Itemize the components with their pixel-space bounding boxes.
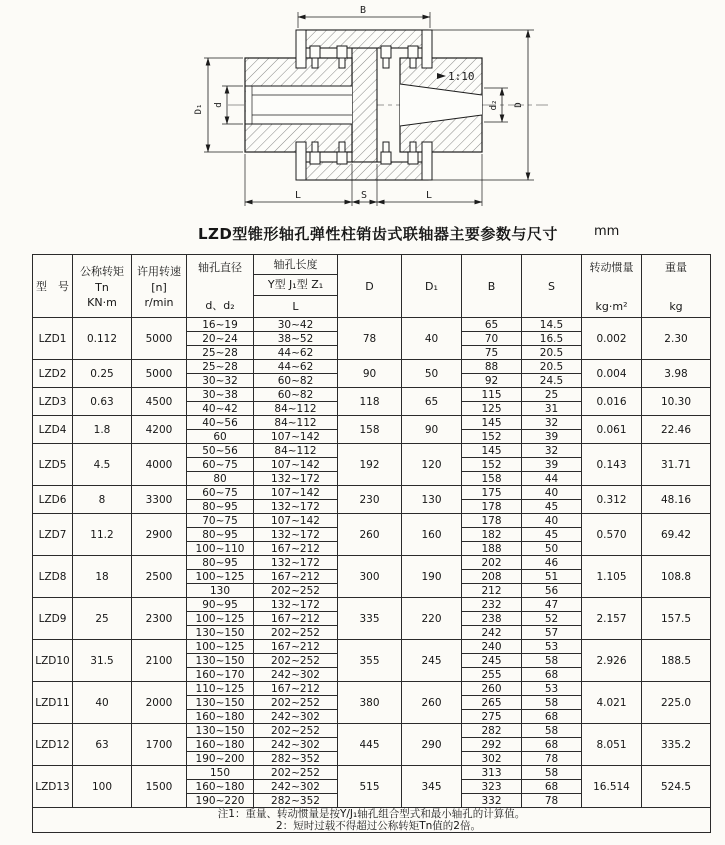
cell-torque: 4.5 — [73, 444, 132, 486]
cell-S: 32 — [522, 416, 582, 430]
cell-bore-length: 107~142 — [254, 430, 338, 444]
table-row — [33, 724, 711, 738]
cell-S: 25 — [522, 388, 582, 402]
cell-bore-length: 202~252 — [254, 654, 338, 668]
cell-B: 65 — [462, 318, 522, 332]
cell-bore-length: 107~142 — [254, 486, 338, 500]
cell-B: 332 — [462, 794, 522, 808]
cell-model: LZD1 — [33, 318, 73, 360]
cell-bore-diameter: 60 — [187, 430, 254, 444]
cell-B: 175 — [462, 486, 522, 500]
cell-D1: 65 — [402, 388, 462, 416]
cell-S: 31 — [522, 402, 582, 416]
cell-bore-diameter: 80~95 — [187, 556, 254, 570]
cell-speed: 1500 — [132, 766, 187, 808]
cell-D: 515 — [338, 766, 402, 808]
cell-B: 245 — [462, 654, 522, 668]
cell-weight: 188.5 — [642, 640, 711, 682]
cell-bore-length: 107~142 — [254, 458, 338, 472]
spec-table-body — [33, 318, 711, 833]
cell-S: 50 — [522, 542, 582, 556]
cell-bore-length: 84~112 — [254, 416, 338, 430]
cell-bore-length: 282~352 — [254, 794, 338, 808]
cell-bore-diameter: 160~180 — [187, 738, 254, 752]
cell-bore-length: 167~212 — [254, 682, 338, 696]
cell-S: 58 — [522, 696, 582, 710]
cell-bore-length: 132~172 — [254, 556, 338, 570]
col-header-model: 型 号 — [33, 255, 73, 318]
cell-B: 158 — [462, 472, 522, 486]
cell-bore-diameter: 110~125 — [187, 682, 254, 696]
cell-bore-length: 242~302 — [254, 668, 338, 682]
cell-D1: 50 — [402, 360, 462, 388]
cell-speed: 4500 — [132, 388, 187, 416]
page-title: LZD型锥形轴孔弹性柱销齿式联轴器主要参数与尺寸 — [198, 225, 558, 243]
col-header-weight: 重量 kg — [642, 255, 711, 318]
cell-bore-diameter: 25~28 — [187, 346, 254, 360]
cell-weight: 108.8 — [642, 556, 711, 598]
cell-bore-diameter: 80 — [187, 472, 254, 486]
cell-S: 46 — [522, 556, 582, 570]
cell-torque: 0.63 — [73, 388, 132, 416]
cell-bore-length: 107~142 — [254, 514, 338, 528]
cell-bore-length: 60~82 — [254, 388, 338, 402]
table-row — [33, 766, 711, 780]
cell-speed: 2000 — [132, 682, 187, 724]
cell-bore-diameter: 100~125 — [187, 612, 254, 626]
cell-bore-diameter: 100~125 — [187, 570, 254, 584]
col-header-bore-diameter: 轴孔直径 d、d₂ — [187, 255, 254, 318]
cell-bore-diameter: 190~200 — [187, 752, 254, 766]
cell-bore-length: 132~172 — [254, 598, 338, 612]
cell-D1: 120 — [402, 444, 462, 486]
cell-weight: 31.71 — [642, 444, 711, 486]
cell-D: 300 — [338, 556, 402, 598]
cell-bore-length: 84~112 — [254, 402, 338, 416]
cell-bore-length: 282~352 — [254, 752, 338, 766]
cell-S: 45 — [522, 528, 582, 542]
cell-B: 145 — [462, 416, 522, 430]
cell-torque: 18 — [73, 556, 132, 598]
table-row — [33, 360, 711, 374]
table-row — [33, 514, 711, 528]
bottom-sleeve — [300, 162, 428, 180]
cell-D: 260 — [338, 514, 402, 556]
cell-inertia: 4.021 — [582, 682, 642, 724]
cell-speed: 5000 — [132, 318, 187, 360]
col-header-D1: D₁ — [402, 255, 462, 318]
cell-B: 302 — [462, 752, 522, 766]
cell-weight: 10.30 — [642, 388, 711, 416]
cell-S: 78 — [522, 752, 582, 766]
cell-model: LZD12 — [33, 724, 73, 766]
coupling-drawing — [0, 0, 725, 214]
cell-D1: 90 — [402, 416, 462, 444]
cell-B: 208 — [462, 570, 522, 584]
cell-D1: 290 — [402, 724, 462, 766]
cell-model: LZD8 — [33, 556, 73, 598]
col-header-speed: 许用转速 [n] r/min — [132, 255, 187, 318]
col-header-torque: 公称转矩 Tn KN·m — [73, 255, 132, 318]
cell-bore-length: 38~52 — [254, 332, 338, 346]
cell-B: 232 — [462, 598, 522, 612]
cell-bore-diameter: 160~170 — [187, 668, 254, 682]
cell-bore-length: 242~302 — [254, 710, 338, 724]
table-row — [33, 318, 711, 332]
cell-D: 355 — [338, 640, 402, 682]
cell-weight: 22.46 — [642, 416, 711, 444]
table-row — [33, 598, 711, 612]
taper-label: 1:10 — [448, 70, 475, 83]
cell-inertia: 2.157 — [582, 598, 642, 640]
cell-bore-length: 167~212 — [254, 640, 338, 654]
cell-bore-diameter: 80~95 — [187, 528, 254, 542]
cell-S: 44 — [522, 472, 582, 486]
cell-speed: 4000 — [132, 444, 187, 486]
cell-S: 16.5 — [522, 332, 582, 346]
cell-D1: 220 — [402, 598, 462, 640]
col-header-D: D — [338, 255, 402, 318]
col-header-bore-length: 轴孔长度 Y型 J₁型 Z₁ L — [254, 255, 338, 318]
table-row — [33, 640, 711, 654]
dim-label-l-left: L — [295, 190, 302, 201]
table-row — [33, 416, 711, 430]
cell-speed: 2900 — [132, 514, 187, 556]
cell-S: 78 — [522, 794, 582, 808]
cell-bore-diameter: 130~150 — [187, 654, 254, 668]
cell-D1: 190 — [402, 556, 462, 598]
spec-table — [32, 254, 711, 833]
cell-S: 68 — [522, 668, 582, 682]
cell-B: 292 — [462, 738, 522, 752]
cell-model: LZD9 — [33, 598, 73, 640]
cell-bore-diameter: 50~56 — [187, 444, 254, 458]
cell-S: 40 — [522, 486, 582, 500]
col-header-inertia: 转动惯量 kg·m² — [582, 255, 642, 318]
cell-bore-length: 202~252 — [254, 626, 338, 640]
cell-bore-diameter: 80~95 — [187, 500, 254, 514]
cell-S: 68 — [522, 738, 582, 752]
cell-inertia: 2.926 — [582, 640, 642, 682]
cell-B: 152 — [462, 458, 522, 472]
cell-S: 39 — [522, 430, 582, 444]
cell-S: 14.5 — [522, 318, 582, 332]
table-header-row — [33, 255, 711, 318]
cell-S: 68 — [522, 710, 582, 724]
cell-bore-diameter: 60~75 — [187, 486, 254, 500]
table-row — [33, 388, 711, 402]
note-line: 注1：重量、转动惯量是按Y/J₁轴孔组合型式和最小轴孔的计算值。 — [217, 808, 526, 820]
cell-torque: 100 — [73, 766, 132, 808]
cell-inertia: 0.004 — [582, 360, 642, 388]
unit-label: mm — [594, 224, 620, 239]
cell-model: LZD10 — [33, 640, 73, 682]
cell-B: 115 — [462, 388, 522, 402]
col-header-B: B — [462, 255, 522, 318]
cell-speed: 4200 — [132, 416, 187, 444]
cell-bore-diameter: 90~95 — [187, 598, 254, 612]
title-row — [0, 214, 725, 254]
cell-model: LZD13 — [33, 766, 73, 808]
dim-label-l-right: L — [426, 190, 433, 201]
cell-B: 145 — [462, 444, 522, 458]
cell-bore-diameter: 30~38 — [187, 388, 254, 402]
cell-S: 47 — [522, 598, 582, 612]
cell-S: 20.5 — [522, 360, 582, 374]
cell-D1: 345 — [402, 766, 462, 808]
cell-B: 70 — [462, 332, 522, 346]
cell-B: 202 — [462, 556, 522, 570]
cell-S: 24.5 — [522, 374, 582, 388]
cell-inertia: 0.312 — [582, 486, 642, 514]
cell-B: 178 — [462, 514, 522, 528]
cell-weight: 524.5 — [642, 766, 711, 808]
cell-model: LZD4 — [33, 416, 73, 444]
cell-B: 92 — [462, 374, 522, 388]
cell-bore-length: 30~42 — [254, 318, 338, 332]
cell-B: 152 — [462, 430, 522, 444]
table-notes — [33, 808, 711, 833]
dim-label-b: B — [360, 5, 367, 16]
cell-bore-diameter: 100~110 — [187, 542, 254, 556]
cell-model: LZD3 — [33, 388, 73, 416]
cell-speed: 2300 — [132, 598, 187, 640]
cell-bore-length: 44~62 — [254, 346, 338, 360]
cell-S: 52 — [522, 612, 582, 626]
cell-D1: 260 — [402, 682, 462, 724]
cell-inertia: 0.143 — [582, 444, 642, 486]
cell-speed: 5000 — [132, 360, 187, 388]
cell-bore-diameter: 70~75 — [187, 514, 254, 528]
cell-bore-diameter: 20~24 — [187, 332, 254, 346]
cell-B: 240 — [462, 640, 522, 654]
cell-S: 58 — [522, 654, 582, 668]
cell-B: 275 — [462, 710, 522, 724]
cell-bore-diameter: 160~180 — [187, 780, 254, 794]
table-row — [33, 556, 711, 570]
cell-S: 20.5 — [522, 346, 582, 360]
cell-bore-length: 132~172 — [254, 528, 338, 542]
cell-S: 58 — [522, 766, 582, 780]
cell-bore-length: 242~302 — [254, 738, 338, 752]
cell-torque: 1.8 — [73, 416, 132, 444]
cell-D: 118 — [338, 388, 402, 416]
cell-S: 53 — [522, 682, 582, 696]
cell-bore-diameter: 40~42 — [187, 402, 254, 416]
cell-B: 212 — [462, 584, 522, 598]
cell-bore-length: 167~212 — [254, 570, 338, 584]
note-line: 2：短时过载不得超过公称转矩Tn值的2倍。 — [276, 820, 481, 832]
cell-weight: 2.30 — [642, 318, 711, 360]
cell-torque: 11.2 — [73, 514, 132, 556]
cell-B: 125 — [462, 402, 522, 416]
cell-D: 158 — [338, 416, 402, 444]
cell-bore-length: 60~82 — [254, 374, 338, 388]
cell-S: 51 — [522, 570, 582, 584]
middle-spacer — [352, 48, 377, 162]
cell-torque: 31.5 — [73, 640, 132, 682]
cell-bore-diameter: 130~150 — [187, 724, 254, 738]
dim-label-d-outer: D — [514, 102, 524, 108]
cell-bore-diameter: 60~75 — [187, 458, 254, 472]
cell-torque: 8 — [73, 486, 132, 514]
cell-bore-length: 44~62 — [254, 360, 338, 374]
cell-inertia: 8.051 — [582, 724, 642, 766]
cell-bore-length: 132~172 — [254, 472, 338, 486]
cell-S: 56 — [522, 584, 582, 598]
dim-label-d: d — [214, 102, 224, 108]
cell-weight: 69.42 — [642, 514, 711, 556]
cell-inertia: 0.570 — [582, 514, 642, 556]
cell-torque: 63 — [73, 724, 132, 766]
cell-speed: 2500 — [132, 556, 187, 598]
cell-S: 53 — [522, 640, 582, 654]
dim-label-d2: d₂ — [489, 99, 499, 111]
cell-weight: 157.5 — [642, 598, 711, 640]
cell-S: 58 — [522, 724, 582, 738]
cell-bore-diameter: 130 — [187, 584, 254, 598]
cell-B: 313 — [462, 766, 522, 780]
table-row — [33, 682, 711, 696]
cell-model: LZD5 — [33, 444, 73, 486]
cell-bore-diameter: 25~28 — [187, 360, 254, 374]
cell-B: 178 — [462, 500, 522, 514]
cell-weight: 3.98 — [642, 360, 711, 388]
cell-D: 230 — [338, 486, 402, 514]
cell-bore-diameter: 160~180 — [187, 710, 254, 724]
cell-S: 40 — [522, 514, 582, 528]
dim-label-s: S — [361, 190, 368, 201]
cell-bore-length: 202~252 — [254, 584, 338, 598]
cell-B: 282 — [462, 724, 522, 738]
cell-bore-length: 202~252 — [254, 766, 338, 780]
cell-bore-diameter: 100~125 — [187, 640, 254, 654]
cell-bore-diameter: 16~19 — [187, 318, 254, 332]
cell-model: LZD2 — [33, 360, 73, 388]
cell-bore-length: 202~252 — [254, 724, 338, 738]
cell-S: 68 — [522, 780, 582, 794]
cell-B: 238 — [462, 612, 522, 626]
cell-B: 88 — [462, 360, 522, 374]
cell-bore-diameter: 130~150 — [187, 626, 254, 640]
cell-B: 75 — [462, 346, 522, 360]
cell-D: 380 — [338, 682, 402, 724]
col-header-S: S — [522, 255, 582, 318]
table-row — [33, 486, 711, 500]
cell-torque: 0.112 — [73, 318, 132, 360]
cell-bore-length: 167~212 — [254, 542, 338, 556]
cell-bore-diameter: 30~32 — [187, 374, 254, 388]
cell-speed: 1700 — [132, 724, 187, 766]
table-row — [33, 444, 711, 458]
cell-D: 192 — [338, 444, 402, 486]
cell-S: 39 — [522, 458, 582, 472]
top-sleeve — [300, 30, 428, 48]
cell-B: 260 — [462, 682, 522, 696]
cell-D1: 160 — [402, 514, 462, 556]
cell-bore-diameter: 40~56 — [187, 416, 254, 430]
cell-D: 90 — [338, 360, 402, 388]
cell-D1: 40 — [402, 318, 462, 360]
cell-torque: 0.25 — [73, 360, 132, 388]
cell-S: 45 — [522, 500, 582, 514]
cell-bore-diameter: 150 — [187, 766, 254, 780]
dim-label-d1: D₁ — [194, 103, 204, 115]
cell-bore-length: 167~212 — [254, 612, 338, 626]
cell-speed: 3300 — [132, 486, 187, 514]
cell-D: 445 — [338, 724, 402, 766]
cell-B: 265 — [462, 696, 522, 710]
cell-model: LZD7 — [33, 514, 73, 556]
cell-B: 188 — [462, 542, 522, 556]
cell-D: 335 — [338, 598, 402, 640]
cell-bore-length: 242~302 — [254, 780, 338, 794]
cell-inertia: 0.016 — [582, 388, 642, 416]
cell-B: 255 — [462, 668, 522, 682]
cell-weight: 335.2 — [642, 724, 711, 766]
cell-torque: 25 — [73, 598, 132, 640]
cell-weight: 48.16 — [642, 486, 711, 514]
cell-D: 78 — [338, 318, 402, 360]
cell-B: 182 — [462, 528, 522, 542]
notes-row — [33, 808, 711, 833]
cell-bore-diameter: 130~150 — [187, 696, 254, 710]
cell-B: 242 — [462, 626, 522, 640]
cell-inertia: 0.002 — [582, 318, 642, 360]
cell-model: LZD6 — [33, 486, 73, 514]
cell-bore-diameter: 190~220 — [187, 794, 254, 808]
cell-weight: 225.0 — [642, 682, 711, 724]
cell-inertia: 16.514 — [582, 766, 642, 808]
cell-D1: 130 — [402, 486, 462, 514]
cell-bore-length: 132~172 — [254, 500, 338, 514]
cell-torque: 40 — [73, 682, 132, 724]
cell-B: 323 — [462, 780, 522, 794]
cell-model: LZD11 — [33, 682, 73, 724]
cell-bore-length: 202~252 — [254, 696, 338, 710]
cell-bore-length: 84~112 — [254, 444, 338, 458]
cell-S: 32 — [522, 444, 582, 458]
cell-S: 57 — [522, 626, 582, 640]
cell-inertia: 0.061 — [582, 416, 642, 444]
cell-inertia: 1.105 — [582, 556, 642, 598]
cell-speed: 2100 — [132, 640, 187, 682]
cell-D1: 245 — [402, 640, 462, 682]
